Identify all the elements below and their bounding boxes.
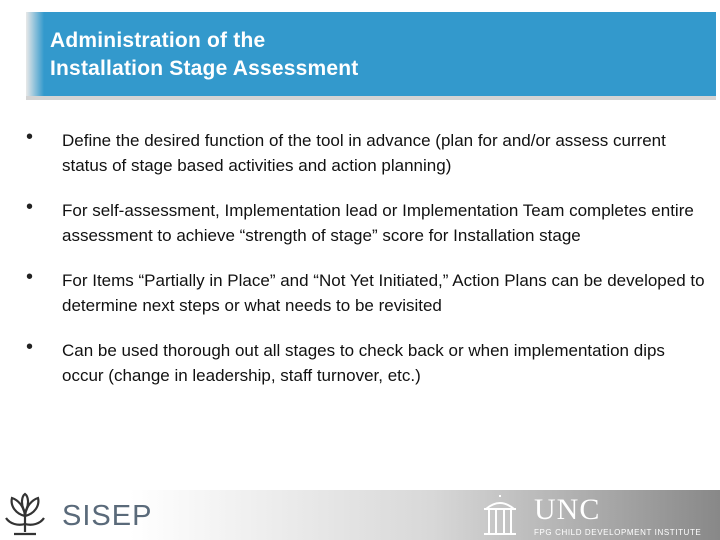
unc-logo — [478, 493, 718, 538]
title-banner-shade — [26, 12, 44, 96]
bullet-text: Define the desired function of the tool in advance (plan for and/or assess current status of stage based activities and action planning) — [62, 131, 666, 175]
bullet-text: For Items “Partially in Place” and “Not Yet Initiated,” Action Plans can be developed to determine next steps or what needs to be revisited — [62, 271, 705, 315]
slide-title-line-1: Administration of the — [50, 29, 266, 52]
slide-title — [50, 27, 358, 83]
bullet-dot-icon: • — [26, 126, 34, 148]
sisep-logo-text: SISEP — [62, 500, 153, 532]
bullet-list — [26, 128, 706, 408]
bullet-item — [26, 128, 706, 178]
bullet-text: For self-assessment, Implementation lead or Implementation Team completes entire assessment to achieve “strength of stage” score for Installation stage — [62, 201, 694, 245]
unc-logo-subtext: FPG CHILD DEVELOPMENT INSTITUTE — [534, 528, 702, 537]
bullet-item — [26, 268, 706, 318]
title-banner — [26, 12, 716, 96]
bullet-dot-icon: • — [26, 336, 34, 358]
bullet-item — [26, 198, 706, 248]
bullet-dot-icon: • — [26, 266, 34, 288]
bullet-item — [26, 338, 706, 388]
bullet-dot-icon: • — [26, 196, 34, 218]
old-well-icon — [482, 495, 518, 537]
unc-logo-text: UNC — [534, 493, 601, 526]
sisep-logo-icon — [2, 492, 48, 538]
bullet-text: Can be used thorough out all stages to check back or when implementation dips occur (change in leadership, staff turnover, etc.) — [62, 341, 665, 385]
slide-title-line-2: Installation Stage Assessment — [50, 57, 359, 80]
